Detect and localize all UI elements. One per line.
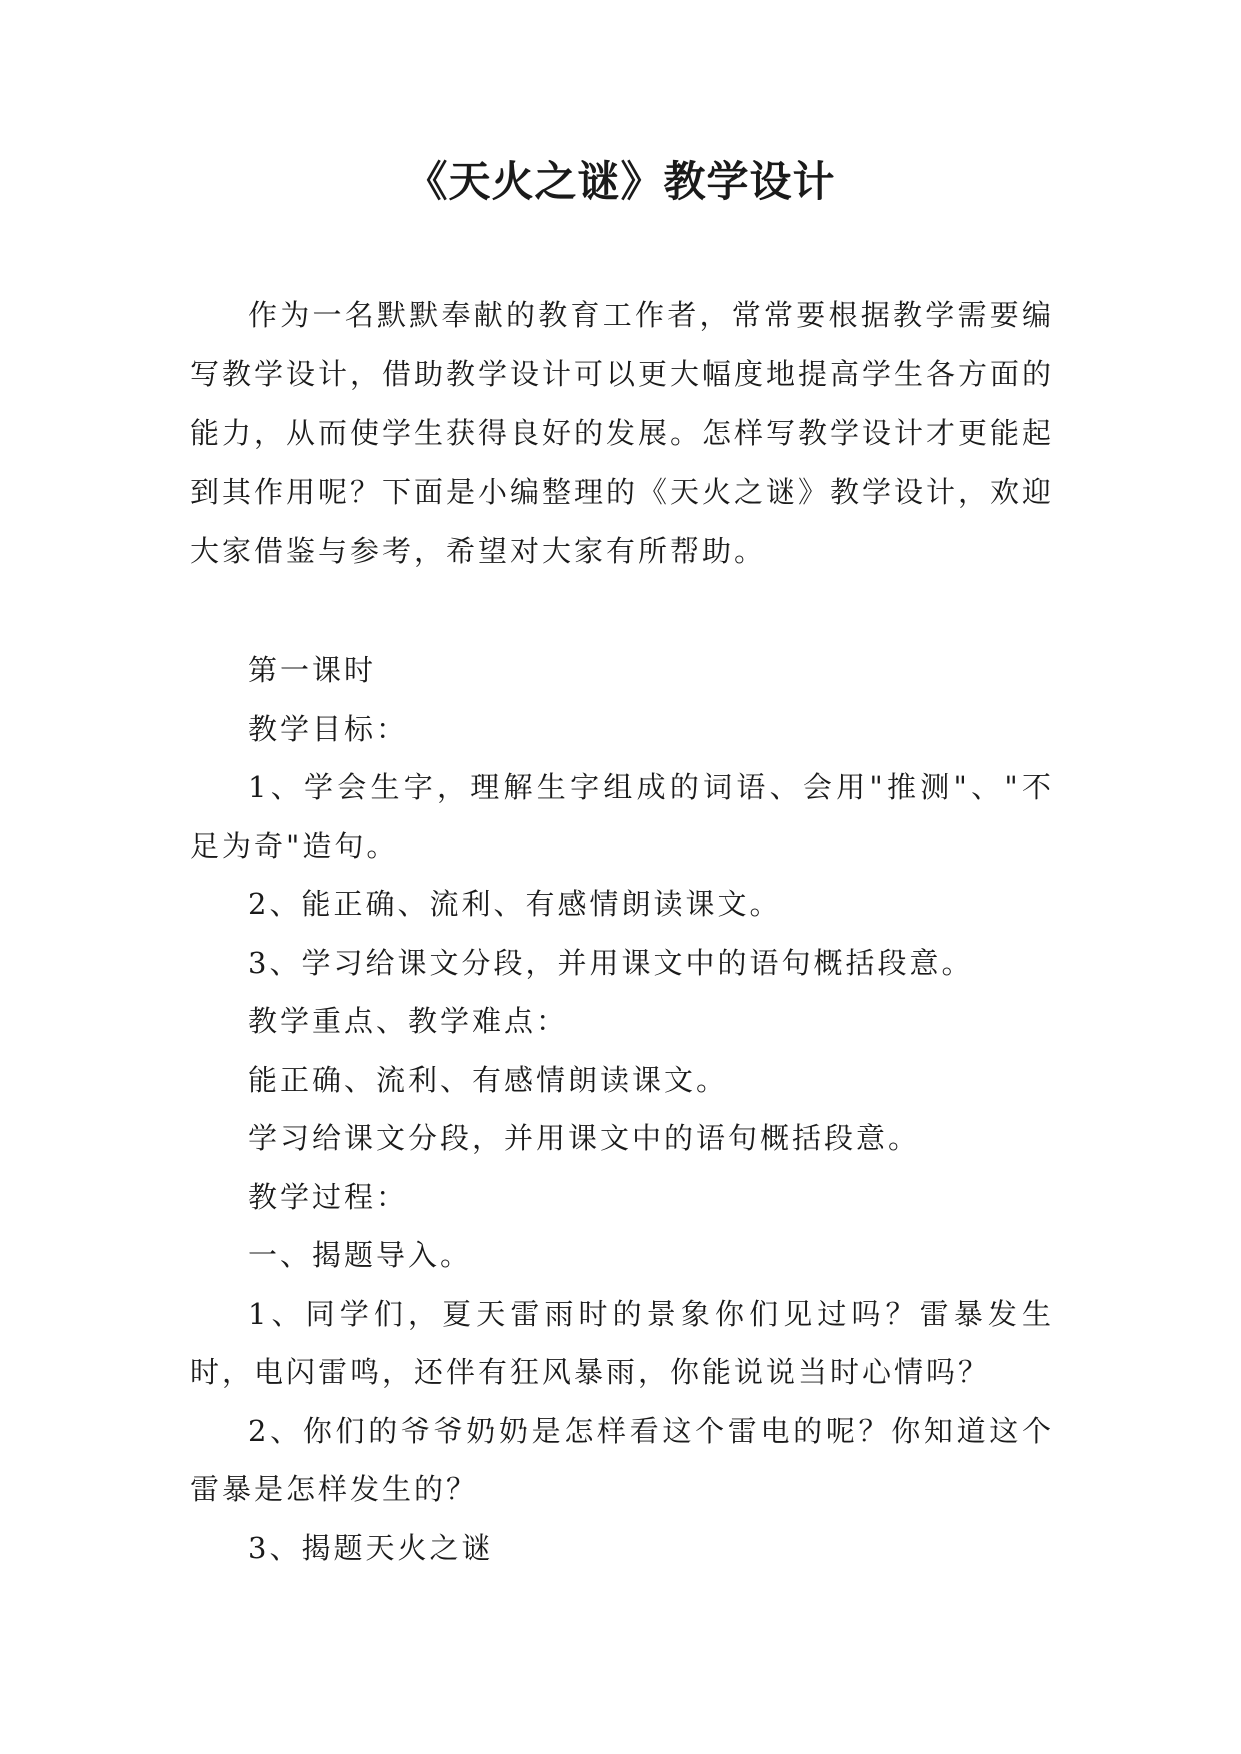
objective-item-1: 1、学会生字，理解生字组成的词语、会用"推测"、"不足为奇"造句。 xyxy=(190,770,1054,863)
key-point-item-1: 能正确、流利、有感情朗读课文。 xyxy=(248,1062,729,1097)
objective-item-2: 2、能正确、流利、有感情朗读课文。 xyxy=(248,887,782,921)
lesson-heading: 第一课时 xyxy=(248,653,377,687)
process-item-2: 2、你们的爷爷奶奶是怎样看这个雷电的呢？你知道这个雷暴是怎样发生的？ xyxy=(190,1413,1054,1506)
intro-paragraph: 作为一名默默奉献的教育工作者，常常要根据教学需要编写教学设计，借助教学设计可以更大幅度地提高学生各方面的能力，从而使学生获得良好的发展。怎样写教学设计才更能起到其作用呢？下面是小编整理的《天火之谜》教学设计，欢迎大家借鉴与参考，希望对大家有所帮助。 xyxy=(190,298,1055,568)
section-heading-key-points: 教学重点、教学难点： xyxy=(248,1004,569,1038)
objective-item-3: 3、学习给课文分段，并用课文中的语句概括段意。 xyxy=(248,945,974,980)
document-title: 《天火之谜》教学设计 xyxy=(405,157,836,206)
intro-section xyxy=(190,286,1054,581)
lesson-content xyxy=(190,641,1054,1577)
section-heading-objectives: 教学目标： xyxy=(248,711,409,746)
process-item-3: 3、揭题天火之谜 xyxy=(248,1530,494,1565)
key-point-item-2: 学习给课文分段，并用课文中的语句概括段意。 xyxy=(248,1121,921,1155)
process-step-heading: 一、揭题导入。 xyxy=(248,1238,473,1272)
process-item-1: 1、同学们，夏天雷雨时的景象你们见过吗？雷暴发生时，电闪雷鸣，还伴有狂风暴雨，你能说说当时心情吗？ xyxy=(190,1296,1054,1389)
section-heading-process: 教学过程： xyxy=(248,1179,409,1214)
